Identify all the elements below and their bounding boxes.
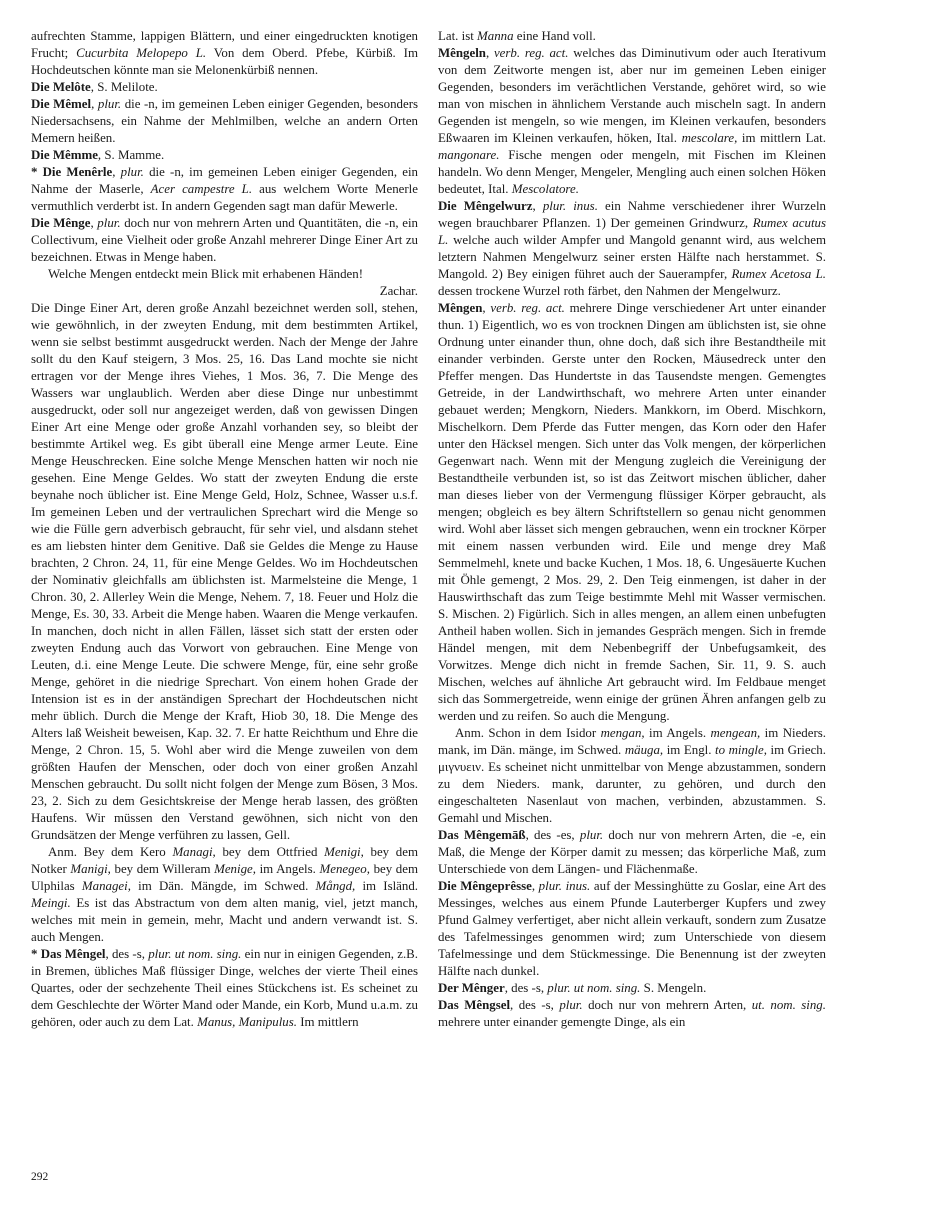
latin-term: Rumex acutus L.: [438, 216, 826, 247]
text: im Dän. Mängde, im Schwed.: [130, 879, 316, 893]
grammar-note: plur.: [97, 97, 122, 111]
right-column: [438, 28, 826, 1031]
definition: doch nur von mehrern Arten und Quantitäten, die -n, ein Collectivum, eine Vielheit oder große Anzahl mehrerer Dinge Einer Art zu bezeichnen. Etwas in Menge haben.: [31, 216, 418, 264]
headword: Das Mêngsel: [438, 998, 511, 1012]
entry-mengel: [31, 946, 418, 1031]
headword: Die Mêmel: [31, 97, 92, 111]
entry-mengsel: [438, 997, 826, 1031]
text: Lat. ist: [438, 29, 478, 43]
definition: doch nur von mehrern Arten, die -e, ein Maß, die Menge der Körper damit zu messen; das körperliche Maß, zum Unterschiede von dem Längen- und Flächenmaße.: [438, 828, 826, 876]
grammar-note: verb. reg. act.: [490, 301, 565, 315]
foreign-term: mangonare.: [438, 148, 500, 162]
headword: Der Mênger: [438, 981, 505, 995]
definition: welche auch wilder Ampfer und Mangold genannt wird, aus welchem letztern Nahmen Mengelwurz seiner ersten Hälfte nach herstammet. S. Mangold. 2) Bey einigen führet auch der Sauerampfer,: [438, 233, 826, 281]
greek-term: μιγνυειν.: [438, 760, 485, 774]
foreign-term: Mescolatore.: [511, 182, 579, 196]
etymon: to mingle,: [715, 743, 767, 757]
text: Es scheinet nicht unmittelbar von Menge abzustammen, sondern zu dem Nieders. mank, darunter, zu gehören, und durch den eingeschalteten Nasenlaut von machen, verbinden, abzustammen. S. Gemahl und Mischen.: [438, 760, 826, 825]
headword: Die Mêngeprêsse: [438, 879, 532, 893]
text: bey dem Ulphilas: [31, 862, 418, 893]
latin-term: Manus, Manipulus.: [197, 1015, 297, 1029]
headword: Die Melôte: [31, 80, 91, 94]
definition: S. Mengeln.: [640, 981, 707, 995]
text: aufrechten Stamme, lappigen Blättern, und einer eingedruckten knotigen Frucht;: [31, 29, 418, 60]
text: im Nieders. mank, im Dän. mänge, im Schwed.: [438, 726, 827, 757]
text: bey dem Ottfried: [215, 845, 325, 859]
definition: welches das Diminutivum oder auch Iterativum von dem Zeitworte mengen ist, aber nur im gemeinen Leben einiger Gegenden, besonders im verächtlichen Verstande, gehöret wird, so wie man von mischen in ähnlichem Verstande auch mischeln sagt. In andern Gegenden ist mengeln, so wie mengen, im Kleinen verkaufen, besonders Eßwaaren im Kleinen verkaufen, höken, Ital.: [438, 46, 826, 145]
entry-mengen-annotation: [438, 725, 826, 827]
text: doch nur von mehrern Arten,: [582, 998, 752, 1012]
headword: Das Mêngemāß: [438, 828, 526, 842]
etymon: Managei,: [81, 879, 131, 893]
entry-mengen: Mêngen, verb. reg. act. mehrere Dinge verschiedener Art unter einander thun. 1) Eigentlich, wo es von trocknen Dingen am üblichsten ist, sie ohne Ordnung unter einander thun, ohne doch, daß sich ihre Bestandtheile mit einander verbinden. Gerste unter den Rocken, Mäusedreck unter den Pfeffer mengen. Das Hundertste in das Tausendste mengen. Gemengtes Getreide, in der Landwirthschaft, wo mehrere Arten unter einander gebauet werden; Mengkorn, Nieders. Mankkorn, im Oberd. Mischkorn, Mischelkorn. Dem Pferde das Futter mengen, das Korn oder den Hafer unter den Häcksel mengen. Sich unter das Volk mengen, der körperlichen Gegenwart nach. Wenn mit der Mengung zugleich die Vereinigung der Bestandtheile verbunden ist, so ist das Zeitwort mischen üblicher, daher man dieses lieber von der Vermengung flüssiger Körper gebraucht, als mengen; obgleich es bey ältern Schriftstellern so genau nicht genommen wird. Wohl aber lässet sich mengen gebrauchen, wenn ein trockner Körper mit einem nassen verbunden wird. Eile und menge drey Maß Semmelmehl, knete und backe Kuchen, 1 Mos. 18, 6. Ungesäuerte Kuchen mit Öhle gemengt, 2 Mos. 29, 2. Den Teig einmengen, ist daher in der Hauswirthschaft das zum Teige bestimmte Mehl mit Wasser vermischen. S. Mischen. 2) Figürlich. Sich in alles mengen, an allem einen unbefugten Antheil haben wollen. Sich in jemandes Gespräch mengen. Sich in fremde Händel mengen, mit dem Nebenbegriff der Unbefugsamkeit, des Vorwitzes. Menge dich nicht in fremde Sachen, Sir. 11, 9. S. auch Mischen, welches auf ähnliche Art gebraucht wird. Im Feldbaue menget sich das Sommergetreide, wenn einige der grünen Ähren anfangen gelb zu werden und zu reifen. So auch die Mengung.: [438, 301, 826, 723]
definition: , S. Mamme.: [97, 148, 165, 162]
grammar-note: plur. ut nom. sing.: [547, 981, 641, 995]
grammar-note: plur. inus.: [538, 879, 591, 893]
etymon: Mångd,: [315, 879, 356, 893]
entry-mengelwurz: Die Mêngelwurz, plur. inus. ein Nahme verschiedener ihrer Wurzeln wegen brauchbarer Pflanzen. 1) Der gemeinen Grindwurz, Rumex acutus L. welche auch wilder Ampfer und Mangold genannt wird, aus welchem letztern Nahmen Mengelwurz seiner ersten Hälfte nach herstammet. S. Mangold. 2) Bey einigen führet auch der Sauerampfer, Rumex Acetosa L. dessen trockene Wurzel roth färbet, den Nahmen der Mengelwurz.: [438, 199, 827, 298]
entry-menge-body: Die Dinge Einer Art, deren große Anzahl bezeichnet werden soll, stehen, wie gewöhnlich, in der zweyten Endung, mit dem bestimmten Artikel, wenn sie selbst bestimmt ausgedruckt werden. Nach der Menge der Jahre sollt du den Kauf steigern, 3 Mos. 25, 16. Das Land mochte sie nicht ertragen vor der Menge ihres Viehes, 1 Mos. 36, 7. Die Menge des Wassers war unglaublich. Werden aber diese Dinge nur unbestimmt ausgedruckt, oder soll nur angezeiget werden, daß von gewissen Dingen Einer Art eine Menge oder große Anzahl vorhanden sey, so bleibt der bestimmte Artikel weg. Es gibt überall eine Menge armer Leute. Eine Menge Heuschrecken. Eine solche Menge Menschen hatten wir noch nie gesehen. Eine Menge Geldes. Wo statt der zweyten Endung die erste beynahe noch üblicher ist. Eine Menge Geld, Holz, Schnee, Wasser u.s.f. Im gemeinen Leben und der vertraulichen Sprechart wird die Menge so wie die Fülle gern adverbisch gebraucht, für sehr viel, und alsdann stehet es am liebsten hinter dem Genitive. Daß sie Geldes die Menge zu Hause brachten, 2 Chron. 24, 11, für eine Menge Geldes. Wo im Hochdeutschen der Nominativ gleichfalls am üblichsten ist. Marmelsteine die Menge, 1 Chron. 30, 2. Allerley Wein die Menge, Nehem. 7, 18. Feuer und Holz die Menge, Es. 30, 33. Arbeit die Menge haben. Waaren die Menge verkaufen. In manchen, doch nicht in allen Fällen, lässet sich statt der ersten oder zweyten Endung auch das Vorwort von gebrauchen. Eine Menge von Leuten, d.i. eine Menge Leute. Die schwere Menge, für, eine sehr große Menge, gehöret in die niedrige Sprechart. Von einem hohen Grade der Intension ist es in der anständigen Sprechart der Hochdeutschen nicht mehr üblich. Durch die Menge der Kraft, Hiob 30, 18. Die Menge des Alters laß Weisheit beweisen, Kap. 32. 7. Er hatte Reichthum und Ehre die Menge, 2 Chron. 15, 5. Wohl aber wird die Menge zuweilen von dem größten Haufen der Menschen, oder doch von einer großen Anzahl Menschen gebraucht. Du sollt nicht folgen der Menge zum Bösen, 3 Mos. 23, 2. Sich zu dem Gesichtskreise der Menge herab lassen, des größten Haufens. Wir müssen den Verstand gewöhnen, sich nicht von den Grundsätzen der Menge verführen zu lassen, Gell.: [31, 301, 418, 842]
entry-mengepresse: Die Mêngeprêsse, plur. inus. auf der Messinghütte zu Goslar, eine Art des Messinges, welches aus einem Pfunde Lauterberger Kupfers und zwey Pfund Galmey verfertiget, aber nicht allein verkauft, sondern zum Zusatze des Tafelmessinges genommen wird; zum Unterschiede von diesem Tafelmessinge und dem Stückmessinge. Die Benennung ist der zweyten Hälfte nach dunkel.: [438, 879, 826, 978]
headword: Die Mênge: [31, 216, 91, 230]
text: im Isländ.: [355, 879, 419, 893]
grammar-note: plur. inus.: [542, 199, 598, 213]
grammar-note: plur.: [579, 828, 604, 842]
text: Anm. Schon in dem Isidor: [455, 726, 601, 740]
text: bey dem Notker: [31, 845, 418, 876]
foreign-term: mescolare,: [681, 131, 738, 145]
grammar-note: plur.: [120, 165, 144, 179]
page-number: 292: [31, 1171, 49, 1183]
headword: Die Mêngelwurz: [438, 199, 533, 213]
etymon: mäuga,: [624, 743, 664, 757]
etymon: Menegeo,: [319, 862, 370, 876]
definition: die -n, im gemeinen Leben einiger Gegenden, ein Nahme der Maserle,: [31, 165, 418, 196]
text: Es ist das Abstractum von dem alten manig, viel, jetzt manch, welches mit mein in gemein, mehr, Macht und andern verwandt ist. S. auch Mengen.: [31, 896, 418, 944]
definition: mehrere Dinge verschiedener Art unter einander thun. 1) Eigentlich, wo es von trocknen Dingen am üblichsten ist, sie ohne Ordnung unter einander thun, ohne doch, daß sich ihre Bestandtheile mit einander verbinden. Gerste unter den Rocken, Mäusedreck unter den Pfeffer mengen. Das Hundertste in das Tausendste mengen. Gemengtes Getreide, in der Landwirthschaft, wo mehrere Arten unter einander gebauet werden; Mengkorn, Nieders. Mankkorn, im Oberd. Mischkorn, Mischelkorn. Dem Pferde das Futter mengen, das Korn oder den Hafer unter den Häcksel mengen. Sich unter das Volk mengen, der körperlichen Gegenwart nach. Wenn mit der Mengung zugleich die Vereinigung der Bestandtheile verbunden ist, so ist das Zeitwort mischen üblicher, daher man dieses lieber von der Vermengung flüssiger Körper gebraucht, als mengen; obgleich es bey ältern Schriftstellern so genau nicht genommen wird. Wohl aber lässet sich mengen gebrauchen, wenn ein trockner Körper mit einem nassen verbunden wird. Eile und menge drey Maß Semmelmehl, knete und backe Kuchen, 1 Mos. 18, 6. Ungesäuerte Kuchen mit Öhle gemengt, 2 Mos. 29, 2. Den Teig einmengen, ist daher in der Hauswirthschaft das zum Teige bestimmte Mehl mit Wasser vermischen. S. Mischen. 2) Figürlich. Sich in alles mengen, an allem einen unbefugten Antheil haben wollen. Sich in jemandes Gespräch mengen. Sich in fremde Händel mengen, mit dem Nebenbegriff der Unbefugsamkeit, des Vorwitzes. Menge dich nicht in fremde Sachen, Sir. 11, 9. S. auch Mischen, welches auf ähnliche Art gebraucht wird. Im Feldbaue menget sich das Sommergetreide, wenn einige der grünen Ähren anfangen gelb zu werden und zu reifen. So auch die Mengung.: [438, 301, 826, 723]
entry-mengeln: Mêngeln, verb. reg. act. welches das Diminutivum oder auch Iterativum von dem Zeitworte mengen ist, aber nur im gemeinen Leben einiger Gegenden, besonders im verächtlichen Verstande, gehöret wird, so wie man von mischen in ähnlichem Verstande auch mischeln sagt. In andern Gegenden ist mengeln, so wie mengen, im Kleinen verkaufen, besonders Eßwaaren im Kleinen verkaufen, höken, Ital. mescolare, im mittlern Lat. mangonare. Fische mengen oder mengeln, mit Fischen im Kleinen handeln. Wo denn Menger, Mengeler, Mengling auch einen solchen Höken bedeutet, Ital. Mescolatore.: [438, 46, 826, 196]
definition: Fische mengen oder mengeln, mit Fischen im Kleinen handeln. Wo denn Menger, Mengeler, Mengling auch einen solchen Höken bedeutet, Ital.: [438, 148, 826, 196]
headword: Mêngen: [438, 301, 483, 315]
entry-menge-annotation: [31, 844, 418, 946]
latin-term: Acer campestre L.: [150, 182, 253, 196]
text: im Angels.: [255, 862, 320, 876]
definition: ein nur in einigen Gegenden, z.B. in Bremen, übliches Maß flüssiger Dinge, welches der vierte Theil eines Quartes, oder der sechzehente Theil eines Stückchens ist. Es scheinet zu dem Geschlechte der Wörter Mand oder Mande, ein Korb, Mund u.a.m. zu gehören, oder auch zu dem Lat.: [31, 947, 419, 1029]
entry-menger: [438, 980, 826, 997]
text: Anm. Bey dem Kero: [48, 845, 173, 859]
latin-term: Cucurbita Melopepo L.: [76, 46, 207, 60]
grammar-note: plur. ut nom. sing.: [148, 947, 242, 961]
entry-mengemass: [438, 827, 826, 878]
entry-kuerbis-continuation: [31, 28, 418, 79]
etymon: Manigi,: [70, 862, 111, 876]
text: im Engl.: [663, 743, 716, 757]
text: bey dem Willeram: [110, 862, 215, 876]
quotation: Welche Mengen entdeckt mein Blick mit erhabenen Händen!: [48, 267, 364, 281]
headword: * Das Mêngel: [31, 947, 106, 961]
headword: Mêngeln: [438, 46, 486, 60]
definition: ein Nahme verschiedener ihrer Wurzeln wegen brauchbarer Pflanzen. 1) Der gemeinen Grindwurz,: [438, 199, 827, 230]
text: , des -s,: [510, 998, 560, 1012]
definition: dessen trockene Wurzel roth färbet, den Nahmen der Mengelwurz.: [438, 284, 781, 298]
etymon: Meingi.: [31, 896, 71, 910]
grammar-note: plur.: [97, 216, 121, 230]
latin-term: Rumex Acetosa L.: [731, 267, 826, 281]
entry-mengel-continuation: [438, 28, 826, 45]
left-column: [31, 28, 418, 1031]
text: Von dem Oberd. Pfebe, Kürbiß. Im Hochdeutschen könnte man sie Melonenkürbiß nennen.: [31, 46, 418, 77]
etymon: mengean,: [710, 726, 761, 740]
entry-memme: [31, 147, 418, 164]
etymon: Menige,: [214, 862, 256, 876]
definition: mehrere unter einander gemengte Dinge, als ein: [438, 1015, 686, 1029]
text: , des -es,: [525, 828, 580, 842]
entry-memel: Die Mêmel, plur. die -n, im gemeinen Leben einiger Gegenden, besonders Niedersachsens, ein Nahme der Mehlmilben, welche an andern Orten Memern heißen.: [31, 97, 419, 145]
entry-melote: [31, 79, 418, 96]
text: , des -s,: [504, 981, 548, 995]
text: , des -s,: [105, 947, 149, 961]
definition: aus welchem Worte Menerle vermuthlich verderbt ist. In andern Gegenden sagt man dafür Mewerle.: [31, 182, 418, 213]
headword: * Die Menêrle: [31, 165, 113, 179]
latin-term: Manna: [477, 29, 514, 43]
etymon: mengan,: [600, 726, 645, 740]
text: im mittlern Lat.: [737, 131, 826, 145]
entry-menerle: * Die Menêrle, plur. die -n, im gemeinen Leben einiger Gegenden, ein Nahme der Maserle, Acer campestre L. aus welchem Worte Menerle vermuthlich verderbt ist. In andern Gegenden sagt man dafür Mewerle.: [31, 165, 418, 213]
text: eine Hand voll.: [513, 29, 596, 43]
definition: die -n, im gemeinen Leben einiger Gegenden, besonders Niedersachsens, ein Nahme der Mehlmilben, welche an andern Orten Memern heißen.: [31, 97, 419, 145]
text: Im mittlern: [296, 1015, 359, 1029]
headword: Die Mêmme: [31, 148, 98, 162]
grammar-note: plur.: [559, 998, 583, 1012]
definition: , S. Melilote.: [90, 80, 158, 94]
grammar-note: verb. reg. act.: [493, 46, 569, 60]
definition: auf der Messinghütte zu Goslar, eine Art des Messinges, welches aus einem Pfunde Lauterberger Kupfers und zwey Pfund Galmey verfertiget, aber nicht allein verkauft, sondern zum Zusatze des Tafelmessinges genommen wird; zum Unterschiede von diesem Tafelmessinge und dem Stückmessinge. Die Benennung ist der zweyten Hälfte nach dunkel.: [438, 879, 826, 978]
entry-menge: Die Mênge, plur. doch nur von mehrern Arten und Quantitäten, die -n, ein Collectivum, eine Vielheit oder große Anzahl mehrerer Dinge Einer Art zu bezeichnen. Etwas in Menge haben.: [31, 216, 418, 264]
etymon: Menigi,: [324, 845, 364, 859]
grammar-note: ut. nom. sing.: [751, 998, 826, 1012]
etymon: Managi,: [172, 845, 216, 859]
quotation-source: Zachar.: [379, 284, 418, 298]
text: im Griech.: [766, 743, 826, 757]
text: im Angels.: [644, 726, 711, 740]
